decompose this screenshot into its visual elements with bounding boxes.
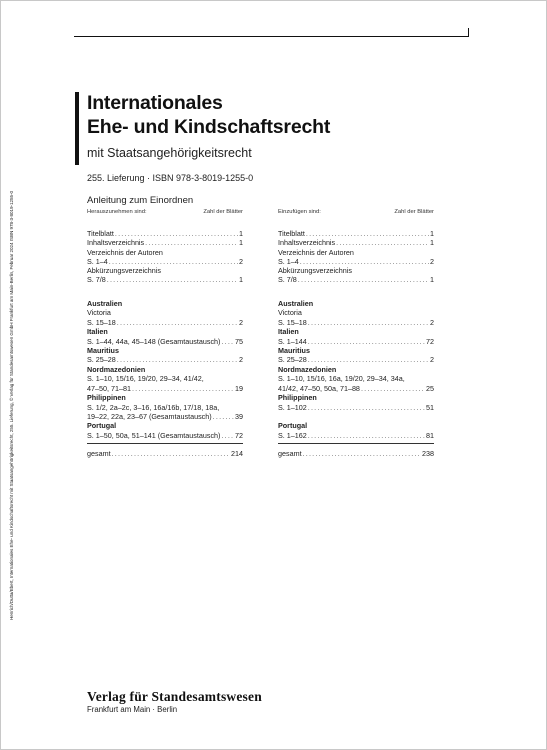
- list-item: S. 1–102 ..... 51: [278, 403, 434, 412]
- list-item-pages: S. 1–10, 15/16, 19/20, 29–34, 41/42,: [87, 374, 204, 384]
- total-row: gesamt ..... 238: [278, 449, 434, 458]
- list-item-label: Verzeichnis der Autoren: [87, 247, 163, 257]
- list-item: S. 7/8 ..... 1: [278, 275, 434, 284]
- column-header-label: Herauszunehmen sind:: [87, 209, 147, 215]
- country-heading: Australien: [278, 298, 314, 308]
- side-imprint-text: Henrich/Dutta/Ebert, Internationales Ehe- und Kindschaftsrecht mit Staatsangehörigkeitsrecht, 255. Lieferung, © Verlag für Standesamtswesen GmbH Frankfurt am Main-Berlin, Februar 2024 ISBN 978-3-8019-1255-0: [9, 191, 14, 620]
- column-header-count: Zahl der Blätter: [203, 209, 243, 215]
- list-item-pages: S. 1–10, 15/16, 16a, 19/20, 29–34, 34a,: [278, 374, 405, 384]
- country-heading: Philippinen: [87, 392, 126, 402]
- list-item: S. 25–28 ..... 2: [278, 355, 434, 364]
- list-item: S. 1–4 ..... 2: [87, 257, 243, 266]
- column-header: [278, 209, 434, 229]
- country-heading: Italien: [87, 326, 108, 336]
- country-heading: Mauritius: [87, 345, 119, 355]
- list-item: S. 15–18 ..... 2: [87, 318, 243, 327]
- list-item: S. 1–144 ..... 72: [278, 337, 434, 346]
- title-line-1: Internationales: [87, 92, 223, 114]
- column-header-count: Zahl der Blätter: [394, 209, 434, 215]
- country-heading: Mauritius: [278, 345, 310, 355]
- total-divider: [278, 443, 434, 444]
- crop-mark-vertical: [468, 28, 469, 37]
- country-heading: Nordmazedonien: [87, 364, 146, 374]
- list-item: S. 15–18 ..... 2: [278, 318, 434, 327]
- total-divider: [87, 443, 243, 444]
- country-heading: Philippinen: [278, 392, 317, 402]
- lieferung-info: 255. Lieferung · ISBN 978-3-8019-1255-0: [87, 173, 254, 183]
- region-label: Victoria: [87, 308, 111, 318]
- remove-column: [87, 209, 243, 458]
- insert-column: [278, 209, 434, 458]
- region-label: Victoria: [278, 308, 302, 318]
- country-heading: Nordmazedonien: [278, 364, 337, 374]
- instructions-heading: Anleitung zum Einordnen: [87, 195, 194, 206]
- country-heading: Italien: [278, 326, 299, 336]
- list-item: 47–50, 71–81 ..... 19: [87, 384, 243, 393]
- column-header-label: Einzufügen sind:: [278, 209, 321, 215]
- column-header: [87, 209, 243, 229]
- list-item: S. 25–28 ..... 2: [87, 355, 243, 364]
- title-line-2: Ehe- und Kindschaftsrecht: [87, 116, 331, 138]
- crop-mark-horizontal: [74, 36, 469, 37]
- list-item: Inhaltsverzeichnis ..... 1: [278, 238, 434, 247]
- list-item-label: Abkürzungsverzeichnis: [87, 266, 161, 276]
- list-item: Inhaltsverzeichnis ..... 1: [87, 238, 243, 247]
- list-item: S. 1–162 ..... 81: [278, 431, 434, 440]
- list-item: S. 7/8 ..... 1: [87, 275, 243, 284]
- side-imprint: [6, 100, 20, 620]
- total-row: gesamt ..... 214: [87, 449, 243, 458]
- publisher-city: Frankfurt am Main · Berlin: [87, 705, 178, 714]
- list-item: 19–22, 22a, 23–67 (Gesamtaustausch) ..... 39: [87, 412, 243, 421]
- country-heading: Portugal: [278, 421, 308, 431]
- list-item: S. 1–44, 44a, 45–148 (Gesamtaustausch) ..... 75: [87, 337, 243, 346]
- list-item: 41/42, 47–50, 50a, 71–88 ..... 25: [278, 384, 434, 393]
- title-accent-bar: [75, 92, 79, 165]
- list-item: S. 1–4 ..... 2: [278, 257, 434, 266]
- list-item-label: Abkürzungsverzeichnis: [278, 266, 352, 276]
- list-item: Titelblatt ..... 1: [278, 229, 434, 238]
- publisher-logo: Verlag für Standesamtswesen: [87, 689, 262, 704]
- country-heading: Australien: [87, 298, 123, 308]
- list-item: S. 1–50, 50a, 51–141 (Gesamtaustausch) ..... 72: [87, 431, 243, 440]
- list-item: Titelblatt ..... 1: [87, 229, 243, 238]
- list-item-label: Verzeichnis der Autoren: [278, 247, 354, 257]
- country-heading: Portugal: [87, 421, 117, 431]
- subtitle: mit Staatsangehörigkeitsrecht: [87, 146, 252, 160]
- list-item-pages: S. 1/2, 2a–2c, 3–16, 16a/16b, 17/18, 18a,: [87, 402, 220, 412]
